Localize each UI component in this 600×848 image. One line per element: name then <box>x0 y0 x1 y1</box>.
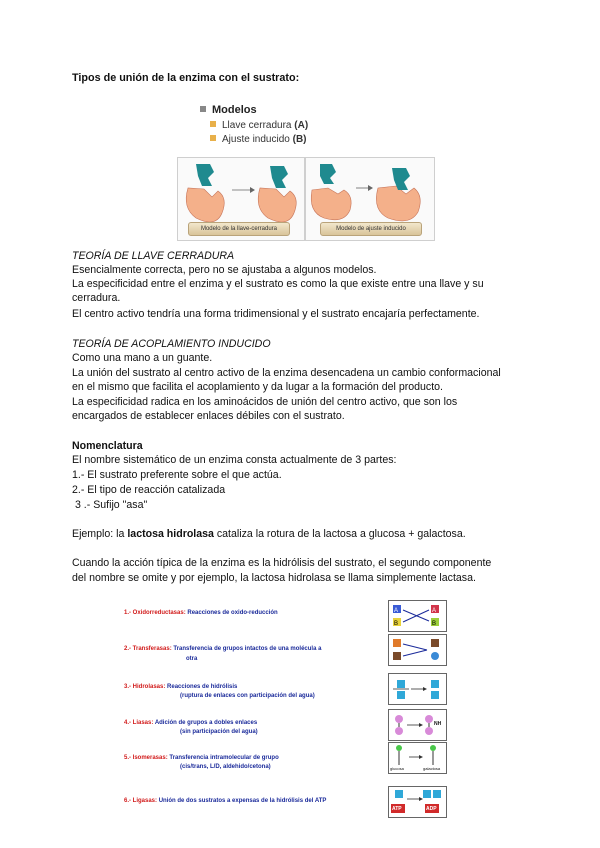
icon-label: glucosa <box>390 766 404 771</box>
hydrolysis-icon <box>388 673 447 705</box>
bullet-icon <box>210 121 216 127</box>
example-line: Ejemplo: la lactosa hidrolasa cataliza la rotura de la lactosa a glucosa + galactosa. <box>72 528 466 540</box>
icon-label: galactosa <box>423 766 441 771</box>
list-item: 2.- El tipo de reacción catalizada <box>72 484 226 496</box>
icon-label: ADP <box>426 806 437 812</box>
models-heading: Modelos <box>212 104 257 116</box>
bullet-icon <box>200 106 206 112</box>
paragraph-line: cerradura. <box>72 292 121 304</box>
lock-key-heading: TEORÍA DE LLAVE CERRADURA <box>72 250 235 262</box>
enzyme-class-desc: (sin participación del agua) <box>180 729 258 735</box>
paragraph-line: encargados de establecer enlaces débiles con el sustrato. <box>72 410 345 422</box>
enzyme-class-row: 1.- Oxidorreductasas: Reacciones de oxido-reducción <box>124 610 278 616</box>
enzyme-class-row: 2.- Transferasas: Transferencia de grupos intactos de una molécula a <box>124 646 322 652</box>
enzyme-class-row: 5.- Isomerasas: Transferencia intramolecular de grupo <box>124 755 279 761</box>
nomenclature-heading: Nomenclatura <box>72 440 143 452</box>
enzyme-class-desc: (cis/trans, L/D, aldehido/cetona) <box>180 764 271 770</box>
lock-key-figure <box>177 157 305 241</box>
isomerase-icon <box>388 742 447 774</box>
enzyme-class-row: 3.- Hidrolasas: Reacciones de hidrólisis <box>124 684 238 690</box>
model-item: Ajuste inducido (B) <box>210 134 308 145</box>
figure-caption: Modelo de ajuste inducido <box>320 222 422 236</box>
svg-text:A: A <box>432 608 437 614</box>
svg-text:B: B <box>432 621 437 627</box>
paragraph-line: del nombre se omite y por ejemplo, la lactosa hidrolasa se llama simplemente lactasa. <box>72 572 476 584</box>
svg-text:A: A <box>394 608 399 614</box>
induced-fit-heading: TEORÍA DE ACOPLAMIENTO INDUCIDO <box>72 338 271 350</box>
list-item: 3 .- Sufijo "asa" <box>72 499 148 511</box>
icon-label: NH <box>434 721 442 727</box>
induced-fit-figure <box>305 157 435 241</box>
model-item: Llave cerradura (A) <box>210 120 308 131</box>
list-item: 1.- El sustrato preferente sobre el que actúa. <box>72 469 282 481</box>
transfer-icon <box>388 634 447 666</box>
ligase-icon <box>388 786 447 818</box>
paragraph-line: Como una mano a un guante. <box>72 352 213 364</box>
redox-icon <box>388 600 447 632</box>
paragraph-line: Cuando la acción típica de la enzima es la hidrólisis del sustrato, el segundo componente <box>72 557 492 569</box>
enzyme-class-desc: otra <box>186 656 198 662</box>
enzyme-class-row: 6.- Ligasas: Unión de dos sustratos a expensas de la hidrólisis del ATP <box>124 798 327 804</box>
bullet-icon <box>210 135 216 141</box>
models-legend <box>200 104 308 145</box>
paragraph-line: El centro activo tendría una forma tridimensional y el sustrato encajaría perfectamente. <box>72 308 480 320</box>
paragraph-line: en el mismo que facilita el acoplamiento y da lugar a la formación del producto. <box>72 381 443 393</box>
enzyme-class-desc: (ruptura de enlaces con participación del agua) <box>180 693 315 699</box>
svg-text:B: B <box>394 621 399 627</box>
paragraph-line: Esencialmente correcta, pero no se ajustaba a algunos modelos. <box>72 264 377 276</box>
paragraph-line: La especificidad radica en los aminoácidos de unión del centro activo, que son los <box>72 396 458 408</box>
page-title: Tipos de unión de la enzima con el sustrato: <box>72 72 300 84</box>
enzyme-class-row: 4.- Liasas: Adición de grupos a dobles enlaces <box>124 720 258 726</box>
figure-caption: Modelo de la llave-cerradura <box>188 222 290 236</box>
lyase-icon <box>388 709 447 741</box>
paragraph-line: El nombre sistemático de un enzima consta actualmente de 3 partes: <box>72 454 397 466</box>
paragraph-line: La especificidad entre el enzima y el sustrato es como la que existe entre una llave y su <box>72 278 484 290</box>
icon-label: ATP <box>392 806 402 812</box>
paragraph-line: La unión del sustrato al centro activo de la enzima desencadena un cambio conformacional <box>72 367 501 379</box>
